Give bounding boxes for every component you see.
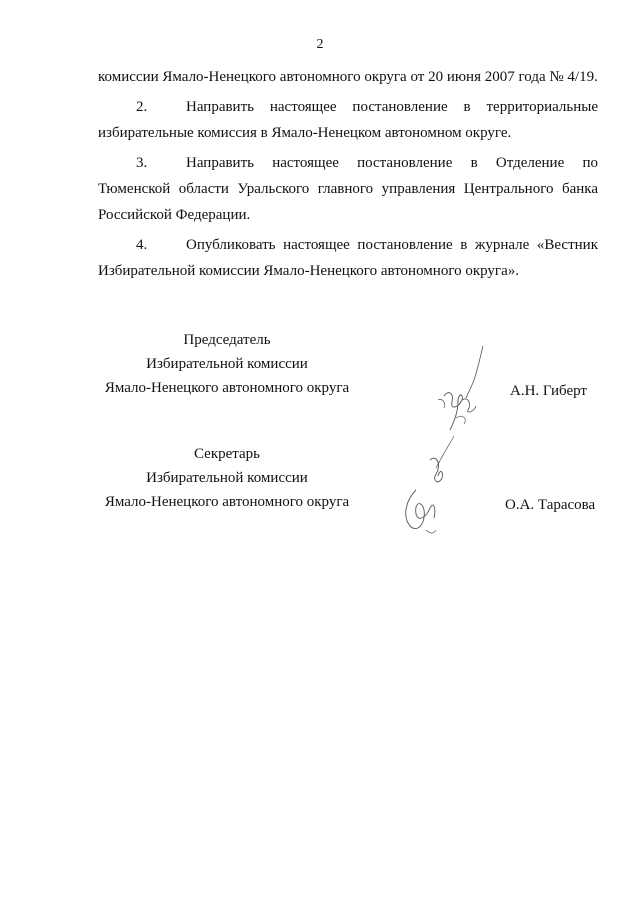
paragraph-item-3 [98, 150, 598, 228]
page-number: 2 [316, 37, 324, 52]
item-number: 4. [136, 237, 148, 253]
chairman-signature [428, 338, 498, 438]
secretary-title-line2: Избирательной комиссии [146, 470, 308, 486]
chairman-title-block [92, 328, 362, 400]
secretary-title-line3: Ямало-Ненецкого автономного округа [104, 494, 350, 510]
chairman-title-line2: Избирательной комиссии [146, 356, 308, 372]
item-text: Направить настоящее постановление в Отделение по Тюменской области Уральского главного управления Центрального банка Российской Федерации. [98, 155, 598, 223]
item-text: Опубликовать настоящее постановление в журнале «Вестник Избирательной комиссии Ямало-Ненецкого автономного округа». [98, 237, 598, 279]
paragraph-item-2 [98, 94, 598, 146]
document-body [98, 64, 598, 288]
paragraph-continuation: комиссии Ямало-Ненецкого автономного округа от 20 июня 2007 года № 4/19. [98, 69, 598, 85]
paragraph-item-4 [98, 232, 598, 284]
item-text: Направить настоящее постановление в территориальные избирательные комиссия в Ямало-Ненецком автономном округе. [98, 99, 598, 141]
item-number: 2. [136, 99, 148, 115]
chairman-title-line3: Ямало-Ненецкого автономного округа [104, 380, 350, 396]
chairman-name: А.Н. Гиберт [510, 383, 587, 399]
secretary-name: О.А. Тарасова [505, 497, 596, 513]
secretary-signature [396, 430, 466, 540]
secretary-title-block [92, 442, 362, 514]
item-number: 3. [136, 155, 148, 171]
secretary-title-line1: Секретарь [193, 446, 261, 462]
chairman-title-line1: Председатель [183, 332, 271, 348]
